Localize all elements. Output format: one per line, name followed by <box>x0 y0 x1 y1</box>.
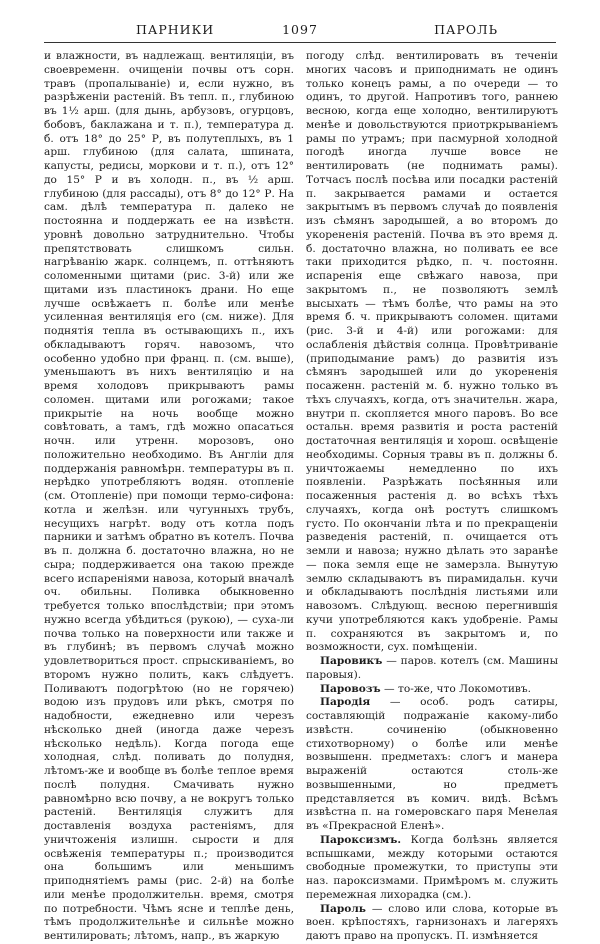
right-column-paragraph-continuation: погоду слѣд. вентилировать въ теченіи многих часовъ и приподнимать не одинъ только конецъ рамы, а по очереди — то одинъ, то другой. Напротивъ того, раннею весною, когда еще холодно, вентилируютъ менѣе и довольствуются приотркрываніемъ рамы по утрамъ; при пасмурной холодной погодѣ иногда лучше вовсе не вентилировать (не поднимать рамы). Тотчасъ послѣ посѣва или посадки растеній п. закрывается рамами и остается закрытымъ въ первомъ случаѣ до появленія изъ сѣмянъ зародышей, а во второмъ до укорененія растеній. Почва въ это время д. б. достаточно влажна, но поливать ее все таки приходится рѣдко, п. ч. постоянн. испаренія еще свѣжаго навоза, при закрытомъ п., не позволяютъ землѣ высыхать — тѣмъ болѣе, что рамы на это время б. ч. прикрываютъ соломен. щитами (рис. 3-й и 4-й) или рогожами: для ослабленія дѣйствія солнца. Провѣтриваніе (приподымание рамъ) до развитія изъ сѣмянъ зародышей или до укорененія посаженн. растеній м. б. нужно только въ тѣхъ случаяхъ, когда, отъ значительн. жара, внутри п. скопляется много паровъ. Во все остальн. время развитія и роста растеній достаточная вентиляція и хорош. освѣщеніе необходимы. Сорныя травы въ п. должны б. уничтожаемы немедленно по ихъ появленіи. Разрѣжать посѣянныя или посаженныя растенія д. во всѣхъ тѣхъ случаяхъ, когда онѣ ростутъ слишкомъ густо. По окончаніи лѣта и по прекращеніи разведенія растеній, п. очищается отъ земли и навоза; нужно дѣлать это заранѣе — пока земля еще не замерзла. Вынутую землю складываютъ въ пирамидальн. кучи и обкладываютъ послѣднія листьями или навозомъ. Слѣдующ. весною перегнившія кучи употребляются какъ удобреніе. Рамы п. сохраняются въ закрытомъ и, по возможности, сух. помѣщеніи. <box>306 50 558 654</box>
entry-headword: Пароль <box>320 902 367 915</box>
header-left-word: ПАРНИКИ <box>136 22 215 37</box>
left-column-paragraph: и влажности, въ надлежащ. вентиляціи, въ своевременн. очищеніи почвы отъ сорн. травъ (пропалываніе) и, если нужно, въ разрѣженіи растеній. Въ тепл. п., глубиною въ 1½ арш. (для дынь, арбузовъ, огурцовъ, бобовъ, баклажана и т. п.), температура д. б. отъ 18° до 25° Р, въ полутеплыхъ, въ 1 арш. глубиною (для салата, шпината, капусты, редисы, моркови и т. п.), отъ 12° до 15° Р и въ холодн. п., въ ½ арш. глубиною (для рассады), отъ 8° до 12° Р. На сам. дѣлѣ температура п. далеко не постоянна и поддержать ее на извѣстн. уровнѣ довольно затруднительно. Чтобы препятствовать слишкомъ сильн. нагрѣванію жарк. солнцемъ, п. оттѣняютъ соломенными щитами (рис. 3-й) или же щитами изъ пластинокъ драни. Но еще лучше освѣжаетъ п. болѣе или менѣе усиленная вентиляція его (см. ниже). Для поднятія тепла въ остывающихъ п., ихъ обкладываютъ горяч. навозомъ, что особенно удобно при франц. п. (см. выше), уменьшаютъ въ нихъ вентиляцію и на время холодовъ прикрываютъ рамы соломен. щитами или рогожами; такое прикрытіе на ночь вообще можно совѣтовать, а тамъ, гдѣ можно опасаться ночн. или утренн. морозовъ, оно положительно необходимо. Въ Англіи для поддержанія равномѣрн. температуры въ п. нерѣдко употребляютъ водян. отопленіе (см. Отопленіе) при помощи термо-сифона: котла и желѣзн. или чугунныхъ трубъ, несущихъ нагрѣт. воду отъ котла подъ парники и затѣмъ обратно въ котелъ. Почва въ п. должна б. достаточно влажна, но не сыра; поддерживается она такою прежде всего испареніями навоза, который вначалѣ оч. обильны. Поливка обыкновенно требуется только впослѣдствіи; при этомъ нужно всегда убѣдиться (рукою), — суха-ли почва только на поверхности или также и въ глубинѣ; въ первомъ случаѣ можно удовлетвориться прост. спрыскиваніемъ, во второмъ нужно полить, какъ слѣдуетъ. Поливаютъ подогрѣтою (но не горячею) водою изъ прудовъ или рѣкъ, смотря по надобности, ежедневно или черезъ нѣсколько дней (иногда даже черезъ нѣсколько недѣль). Когда погода еще холодная, слѣд. поливать до полудня, лѣтомъ-же и вообще въ болѣе теплое время послѣ полудня. Смачивать нужно равномѣрно всю почву, а не вокругъ только растеній. Вентиляція служитъ для доставленія воздуха растеніямъ, для уничтоженія излишн. сырости и для освѣженія температуры п.; производится она большимъ или меньшимъ приподнятіемъ рамы (рис. 2-й) на болѣе или менѣе продолжительн. время, смотря по потребности. Чѣмъ ясне и теплѣе день, тѣмъ продолжительнѣе и сильнѣе можно вентилировать; лѣтомъ, напр., въ жаркую <box>44 50 294 942</box>
entry-paroksizm: Пароксизмъ. Когда болѣзнь является вспышками, между которыми остаются свободные промежутки, то приступы эти наз. пароксизмами. Примѣромъ м. служить перемежная лихорадка (см.). <box>306 833 558 901</box>
entry-headword: Пароксизмъ. <box>320 833 402 846</box>
entry-parodiya: Пародія — особ. родъ сатиры, составляющій подражаніе какому-либо извѣстн. сочиненію (обыкновенно стихотворному) о болѣе или менѣе возвышенн. предметахъ: слогъ и манера выраженій остаются столь-же возвышенными, но предметъ представляется въ комич. видѣ. Всѣмъ извѣстна п. на гомеровскаго паря Менелая въ «Прекрасной Еленѣ». <box>306 696 558 832</box>
page-header <box>44 20 556 43</box>
entry-headword: Паровозъ <box>320 682 381 695</box>
left-column <box>44 50 294 942</box>
right-column <box>306 50 558 942</box>
page-number: 1097 <box>282 22 318 37</box>
header-right-word: ПАРОЛЬ <box>434 22 498 37</box>
entry-headword: Пародія <box>320 696 371 709</box>
entry-parovik: Паровикъ — паров. котелъ (см. Машины паровыя). <box>306 655 558 681</box>
entry-parol: Пароль — слово или слова, которые въ воен. крѣпостяхъ, гарнизонахъ и лагеряхъ даютъ право на пропускъ. П. измѣняется <box>306 902 558 942</box>
entry-parovoz: Паровозъ — то-же, что Локомотивъ. <box>320 682 531 695</box>
entry-headword: Паровикъ <box>320 655 383 667</box>
